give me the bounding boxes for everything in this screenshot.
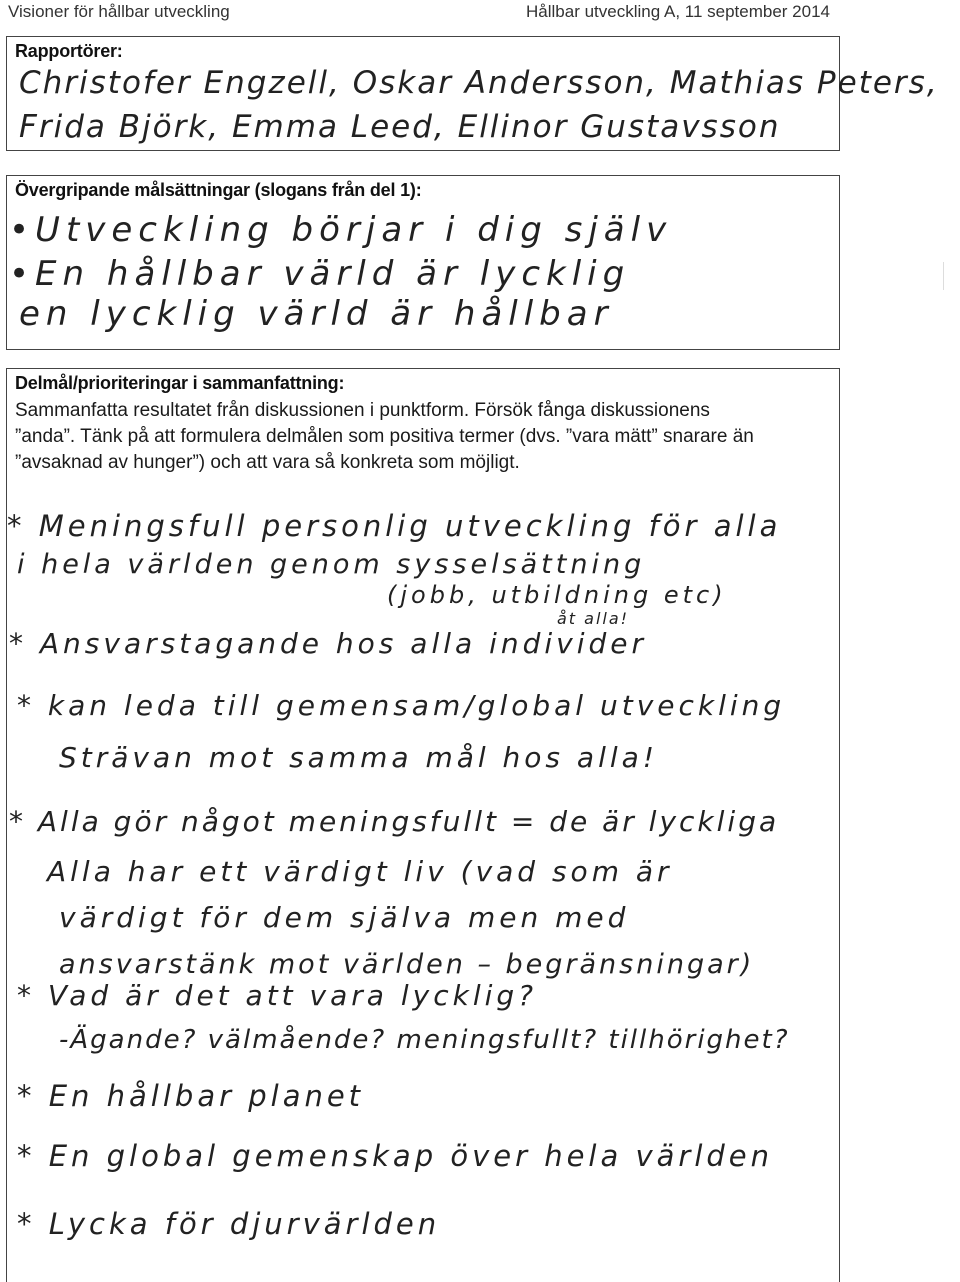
overgripande-box — [6, 175, 840, 350]
scan-mark — [943, 262, 954, 290]
rapportorer-names-line2: Frida Björk, Emma Leed, Ellinor Gustavsson — [19, 109, 781, 145]
slogan-line-1: •Utveckling börjar i dig själv — [9, 210, 673, 250]
delmal-label: Delmål/prioriteringar i sammanfattning: — [15, 373, 345, 393]
note-line-15: * En global gemenskap över hela världen — [17, 1139, 774, 1173]
delmal-instruction-3: ”avsaknad av hunger”) och att vara så konkreta som möjligt. — [15, 452, 520, 473]
note-line-7: Strävan mot samma mål hos alla! — [59, 741, 659, 774]
note-line-2: i hela världen genom sysselsättning — [17, 549, 646, 580]
rapportorer-names-line1: Christofer Engzell, Oskar Andersson, Mathias Peters, — [19, 65, 939, 101]
delmal-instruction-2: ”anda”. Tänk på att formulera delmålen som positiva termer (dvs. ”vara mätt” snarare än — [15, 426, 754, 447]
note-line-11: ansvarstänk mot världen – begränsningar) — [59, 949, 755, 980]
slogan-line-2: •En hållbar värld är lycklig — [9, 254, 631, 294]
note-line-6: * kan leda till gemensam/global utveckling — [17, 689, 786, 722]
rapportorer-label: Rapportörer: — [15, 41, 123, 61]
note-line-4: åt alla! — [557, 609, 630, 628]
rapportorer-box — [6, 36, 939, 151]
note-line-9: Alla har ett värdigt liv (vad som är — [47, 855, 673, 888]
header-right-text: Hållbar utveckling A, 11 september 2014 — [526, 2, 830, 21]
slogan-line-3: en lycklig värld är hållbar — [19, 294, 614, 334]
header-left-text: Visioner för hållbar utveckling — [8, 2, 230, 21]
overgripande-label: Övergripande målsättningar (slogans från del 1): — [15, 180, 422, 200]
note-line-10: värdigt för dem själva men med — [59, 901, 630, 934]
note-line-1: * Meningsfull personlig utveckling för alla — [7, 509, 782, 543]
delmal-box — [6, 368, 840, 1282]
note-line-8: * Alla gör något meningsfullt = de är lyckliga — [9, 805, 780, 838]
note-line-13: -Ägande? välmående? meningsfullt? tillhörighet? — [59, 1025, 790, 1055]
note-line-14: * En hållbar planet — [17, 1079, 365, 1113]
note-line-3: (jobb, utbildning etc) — [387, 581, 727, 609]
note-line-5: * Ansvarstagande hos alla individer — [9, 627, 648, 660]
delmal-instruction-1: Sammanfatta resultatet från diskussionen i punktform. Försök fånga diskussionens — [15, 400, 710, 421]
note-line-16: * Lycka för djurvärlden — [17, 1207, 441, 1241]
note-line-12: * Vad är det att vara lycklig? — [17, 979, 538, 1012]
